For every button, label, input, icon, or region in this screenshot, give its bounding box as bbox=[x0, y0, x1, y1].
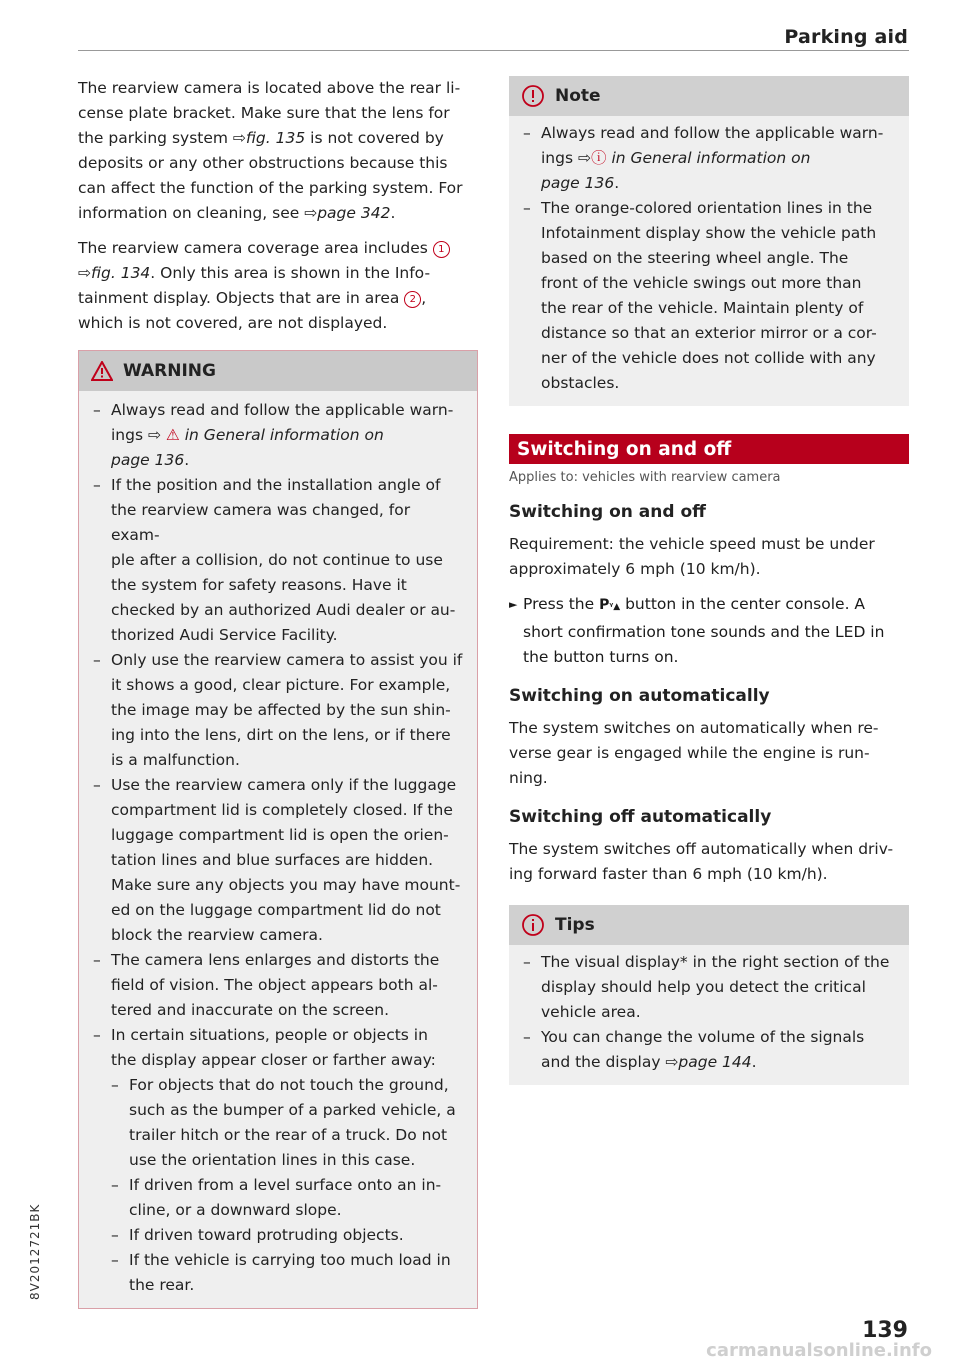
camera-location-paragraph: The rearview camera is located above the rear li- cense plate bracket. Make sure that the lens for the parking system ⇨fig. 135 is not covered by deposits or any other obstructions because this can affect the function of the parking system. For information on cleaning, see ⇨page 342. bbox=[78, 79, 463, 222]
warning-box bbox=[78, 350, 478, 1309]
tips-box bbox=[509, 905, 909, 1085]
page-number: 139 bbox=[862, 1318, 908, 1343]
subheading-switching-on-off: Switching on and off bbox=[509, 502, 706, 522]
header-rule bbox=[78, 50, 909, 51]
warning-subitem: – If driven from a level surface onto an in- cline, or a downward slope. bbox=[111, 1176, 442, 1219]
section-title-bar: Switching on and off bbox=[509, 434, 909, 464]
callout-1-icon: 1 bbox=[433, 241, 450, 258]
page-342-link[interactable]: page 342 bbox=[317, 204, 391, 222]
warning-subitem: – For objects that do not touch the ground, such as the bumper of a parked vehicle, a trailer hitch or the rear of a truck. Do not use the orientation lines in this case. bbox=[111, 1076, 456, 1169]
fig-135-link[interactable]: fig. 135 bbox=[245, 129, 306, 147]
note-header: Note bbox=[509, 76, 909, 116]
warning-header: WARNING bbox=[79, 351, 477, 391]
requirement-paragraph: Requirement: the vehicle speed must be under approximately 6 mph (10 km/h). bbox=[509, 535, 875, 578]
note-body bbox=[509, 116, 909, 406]
warning-item: – Use the rearview camera only if the luggage compartment lid is completely closed. If the luggage compartment lid is open the orien- tation lines and blue surfaces are hidden. Make sure any objects you may have mount- ed on the luggage compartment lid do not block the rearview camera. bbox=[93, 776, 461, 944]
subheading-switching-on-auto: Switching on automatically bbox=[509, 686, 770, 706]
callout-2-icon: 2 bbox=[404, 291, 421, 308]
note-exclamation-icon bbox=[521, 84, 545, 108]
general-info-link[interactable]: in General information on bbox=[184, 426, 384, 444]
note-item: – Always read and follow the applicable warn- ings ⇨ⓘ in General information on page 136. bbox=[523, 124, 884, 192]
tips-body bbox=[509, 945, 909, 1085]
tips-item: – You can change the volume of the signals and the display ⇨page 144. bbox=[523, 1028, 865, 1071]
note-item: – The orange-colored orientation lines in the Infotainment display show the vehicle path based on the steering wheel angle. The front of the vehicle swings out more than the rear of the vehicle. Maintain plenty of distance so that an exterior mirror or a cor- ner of the vehicle does not collide with any obstacles. bbox=[523, 199, 877, 392]
watermark: carmanualsonline.info bbox=[706, 1340, 932, 1361]
general-info-link[interactable]: in General information on bbox=[611, 149, 811, 167]
warning-triangle-icon bbox=[91, 361, 113, 381]
left-column bbox=[78, 76, 478, 1309]
instruction-step: ► Press the Pᵞ▲ button in the center console. A short confirmation tone sounds and the LED in the button turns on. bbox=[509, 592, 909, 670]
running-header: Parking aid bbox=[784, 26, 908, 48]
subheading-switching-off-auto: Switching off automatically bbox=[509, 807, 772, 827]
tips-header: Tips bbox=[509, 905, 909, 945]
note-small-icon: ⓘ bbox=[590, 149, 607, 167]
document-code: 8V2012721BK bbox=[28, 1203, 42, 1300]
warning-small-icon: ⚠ bbox=[165, 426, 180, 444]
applies-to-text: Applies to: vehicles with rearview camera bbox=[509, 470, 781, 485]
warning-item: – If the position and the installation angle of the rearview camera was changed, for exam- ple after a collision, do not continue to use the system for safety reasons. Have it checked by an authorized Audi dealer or au- thorized Audi Service Facility. bbox=[93, 476, 456, 644]
page-144-link[interactable]: page 144 bbox=[678, 1053, 752, 1071]
park-assist-button-icon: P bbox=[599, 597, 610, 613]
warning-body bbox=[79, 391, 477, 1308]
warning-subitem: – If driven toward protruding objects. bbox=[111, 1226, 404, 1244]
auto-off-paragraph: The system switches off automatically when driv- ing forward faster than 6 mph (10 km/h). bbox=[509, 840, 894, 883]
warning-item: – In certain situations, people or objects in the display appear closer or farther away: bbox=[93, 1026, 436, 1069]
warning-subitem: – If the vehicle is carrying too much load in the rear. bbox=[111, 1251, 451, 1294]
fig-134-link[interactable]: fig. 134 bbox=[91, 264, 151, 282]
warning-item: – Always read and follow the applicable warn- ings ⇨ ⚠ in General information on page 136. bbox=[93, 401, 454, 469]
right-column bbox=[509, 76, 909, 1085]
tips-item: – The visual display* in the right section of the display should help you detect the critical vehicle area. bbox=[523, 953, 890, 1021]
warning-item: – Only use the rearview camera to assist you if it shows a good, clear picture. For example, the image may be affected by the sun shin- ing into the lens, dirt on the lens, or if there is a malfunction. bbox=[93, 651, 463, 769]
info-icon bbox=[521, 913, 545, 937]
auto-on-paragraph: The system switches on automatically when re- verse gear is engaged while the engine is run- ning. bbox=[509, 719, 879, 787]
warning-item: – The camera lens enlarges and distorts the field of vision. The object appears both al- tered and inaccurate on the screen. bbox=[93, 951, 440, 1019]
step-arrow-icon: ► bbox=[509, 598, 518, 611]
note-box bbox=[509, 76, 909, 406]
coverage-paragraph: The rearview camera coverage area includes 1 ⇨fig. 134. Only this area is shown in the Info- tainment display. Objects that are in area 2 , which is not covered, are not displayed. bbox=[78, 236, 478, 336]
